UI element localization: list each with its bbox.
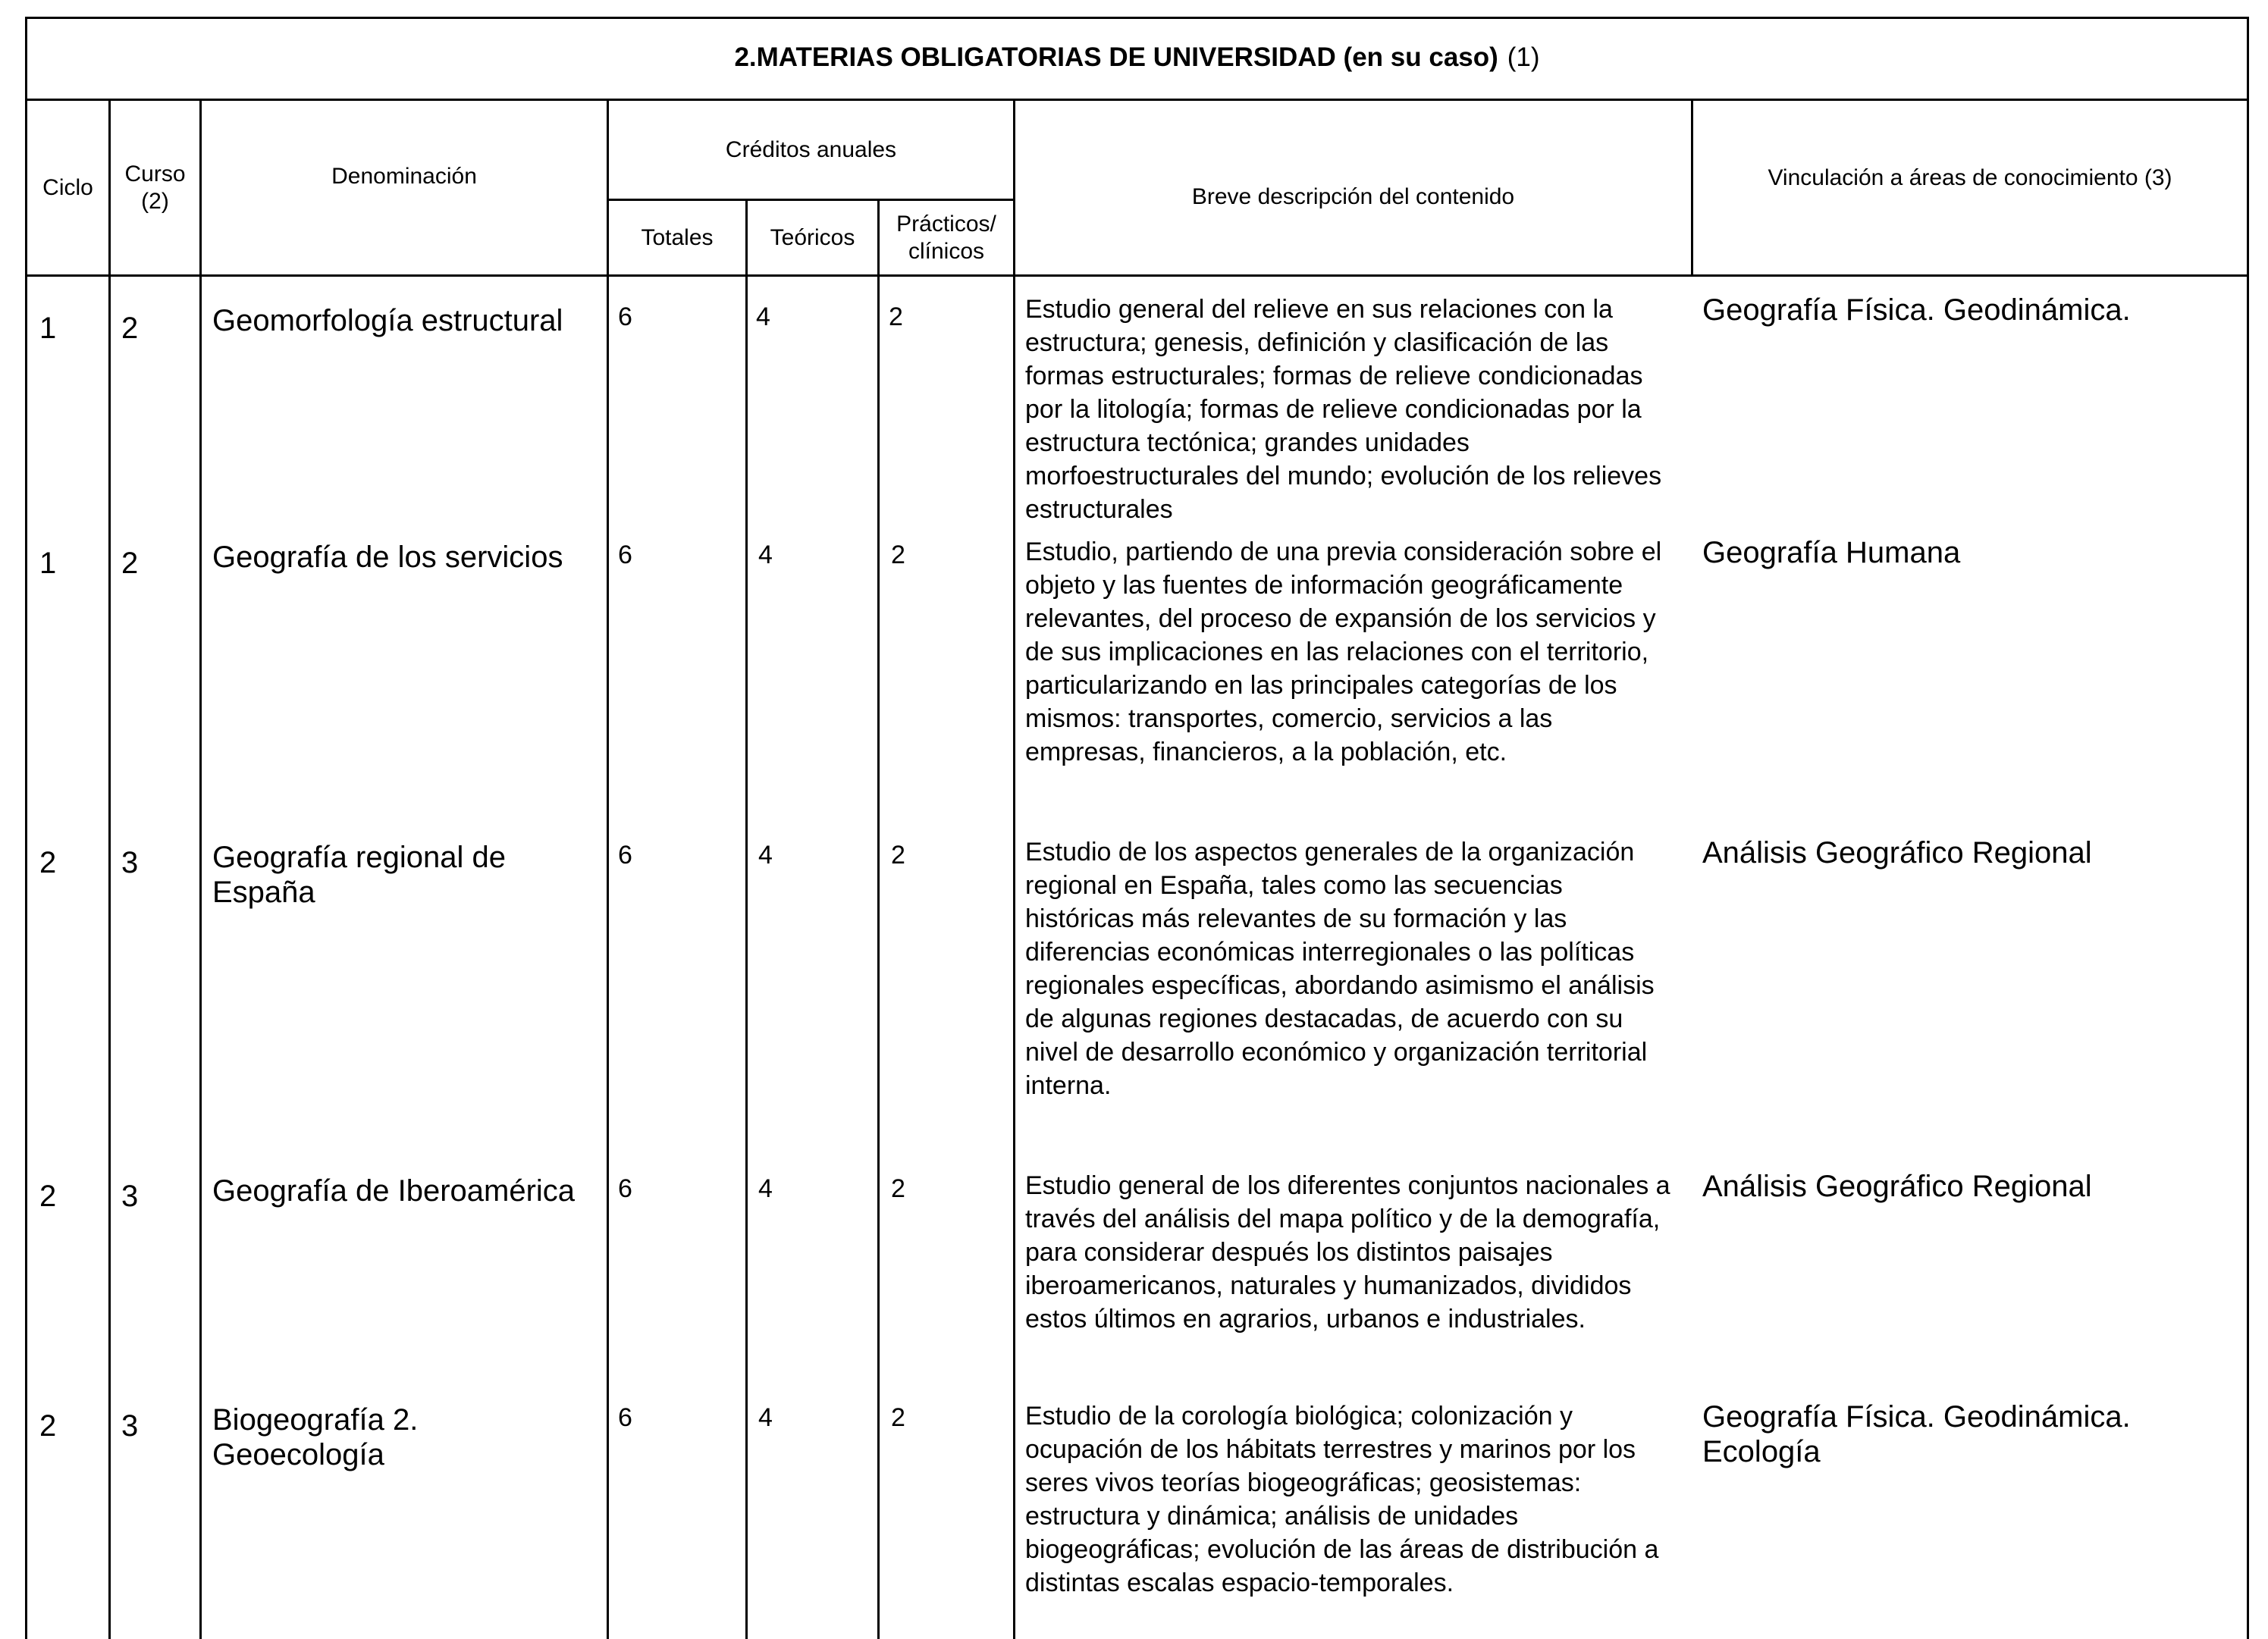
row-1-ciclo: 1: [39, 312, 57, 345]
col-divider-teoricos: [877, 199, 880, 1639]
row-2-vinculacion: Geografía Humana: [1702, 536, 1961, 569]
header-totales: Totales: [641, 224, 714, 250]
row-1-teoricos: 4: [756, 302, 770, 331]
header-creditos: Créditos anuales: [725, 136, 897, 162]
row-3-curso: 3: [121, 846, 139, 879]
col-divider-practicos: [1013, 99, 1015, 1639]
row-4-descripcion: Estudio general de los diferentes conjuntos nacionales a través del análisis del mapa político y de la demografía, para considerar después los distintos paisajes iberoamericanos, naturales y humanizados, divididos estos últimos en agrarios, urbanos e industriales.: [1025, 1171, 1670, 1333]
row-5-curso: 3: [121, 1409, 139, 1443]
row-4-vinculacion: Análisis Geográfico Regional: [1702, 1170, 2092, 1203]
col-divider-ciclo: [108, 99, 111, 1639]
header-descripcion: Breve descripción del contenido: [1191, 184, 1515, 209]
row-5-denominacion: Biogeografía 2. Geoecología: [212, 1403, 419, 1471]
row-2-totales: 6: [618, 541, 632, 569]
row-5-practicos: 2: [891, 1403, 905, 1432]
header-curso-note: (2): [141, 188, 169, 214]
row-1-practicos: 2: [889, 302, 903, 331]
header-denominacion: Denominación: [331, 164, 477, 189]
row-4-ciclo: 2: [39, 1180, 57, 1213]
row-3-denominacion: Geografía regional de España: [212, 841, 506, 909]
col-divider-curso: [199, 99, 202, 1639]
row-1-curso: 2: [121, 312, 139, 345]
header-curso: [111, 101, 199, 274]
title-text: 2.MATERIAS OBLIGATORIAS DE UNIVERSIDAD (en su caso): [734, 42, 1498, 72]
header-curso-label: Curso: [124, 161, 186, 186]
header-practicos: [880, 201, 1013, 274]
row-3-practicos: 2: [891, 841, 905, 870]
row-5-descripcion: Estudio de la corología biológica; colonización y ocupación de los hábitats terrestres y marinos por los seres vivos teorías biogeográficas; geosistemas: estructura y dinámica; análisis de unidades biogeográficas; evolución de las áreas de distribución a distintas escalas espacio-temporales.: [1025, 1402, 1659, 1597]
row-1-vinculacion: Geografía Física. Geodinámica.: [1702, 293, 2131, 327]
row-4-teoricos: 4: [758, 1174, 773, 1203]
row-3-ciclo: 2: [39, 846, 57, 879]
row-4-totales: 6: [618, 1174, 632, 1203]
row-4-denominacion: Geografía de Iberoamérica: [212, 1174, 576, 1208]
header-clinicos-label: clínicos: [908, 238, 985, 264]
row-2-curso: 2: [121, 547, 139, 580]
row-4-practicos: 2: [891, 1174, 905, 1203]
header-vinculacion: Vinculación a áreas de conocimiento (3): [1768, 165, 2172, 190]
row-3-totales: 6: [618, 841, 632, 870]
header-practicos-label: Prácticos/: [896, 211, 996, 237]
row-2-descripcion: Estudio, partiendo de una previa consideración sobre el objeto y las fuentes de información geográficamente relevantes, del proceso de expansión de los servicios y de sus implicaciones en las relaciones con el territorio, particularizando en las principales categorías de los mismos: transportes, comercio, servicios a las empresas, financieros, a la población, etc.: [1025, 537, 1662, 766]
row-2-practicos: 2: [891, 541, 905, 569]
row-4-curso: 3: [121, 1180, 139, 1213]
row-3-vinculacion: Análisis Geográfico Regional: [1702, 836, 2092, 870]
col-divider-totales: [745, 199, 748, 1639]
title-note: (1): [1507, 42, 1540, 72]
row-3-descripcion: Estudio de los aspectos generales de la organización regional en España, tales como las secuencias históricas más relevantes de su formación y las diferencias económicas interregionales o las políticas regionales específicas, abordando asimismo el análisis de algunas regiones destacadas, de acuerdo con su nivel de desarrollo económico y organización territorial interna.: [1025, 838, 1655, 1100]
row-5-totales: 6: [618, 1403, 632, 1432]
row-3-teoricos: 4: [758, 841, 773, 870]
col-divider-denominacion: [607, 99, 609, 1639]
header-ciclo: Ciclo: [42, 174, 93, 200]
row-5-teoricos: 4: [758, 1403, 773, 1432]
row-2-ciclo: 1: [39, 547, 57, 580]
row-1-descripcion: Estudio general del relieve en sus relaciones con la estructura; genesis, definición y clasificación de las formas estructurales; formas de relieve condicionadas por la litología; formas de relieve condicionadas por la estructura tectónica; grandes unidades morfoestructurales del mundo; evolución de los relieves estructurales: [1025, 295, 1662, 524]
row-1-denominacion: Geomorfología estructural: [212, 304, 563, 337]
row-5-ciclo: 2: [39, 1409, 57, 1443]
row-2-teoricos: 4: [758, 541, 773, 569]
row-2-denominacion: Geografía de los servicios: [212, 541, 563, 574]
header-teoricos: Teóricos: [770, 224, 855, 250]
row-5-vinculacion: Geografía Física. Geodinámica. Ecología: [1702, 1400, 2131, 1468]
row-1-totales: 6: [618, 302, 632, 331]
page-title: [25, 17, 2249, 99]
